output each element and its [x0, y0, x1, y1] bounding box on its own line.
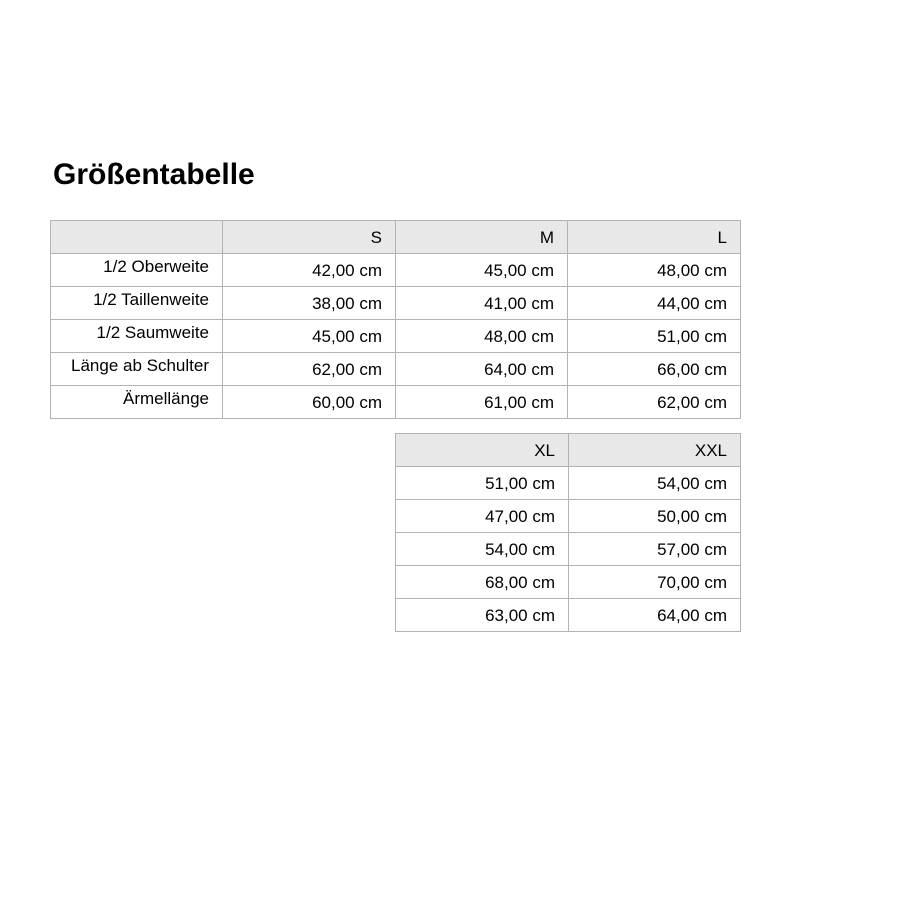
table-row [396, 533, 741, 566]
table-cell: 66,00 cm [568, 353, 741, 386]
table-cell: 62,00 cm [568, 386, 741, 419]
row-label: 1/2 Oberweite [51, 254, 223, 287]
table-row [51, 320, 741, 353]
table-cell: 64,00 cm [396, 353, 568, 386]
table-row [396, 467, 741, 500]
table-cell: 54,00 cm [396, 533, 569, 566]
table-cell: 42,00 cm [223, 254, 396, 287]
page-title: Größentabelle [53, 158, 255, 191]
header-cell-size-xxl: XXL [569, 434, 741, 467]
row-label: Ärmellänge [51, 386, 223, 419]
table-row [51, 353, 741, 386]
size-table-extended [395, 433, 741, 632]
table-cell: 57,00 cm [569, 533, 741, 566]
table-row [396, 500, 741, 533]
table-cell: 45,00 cm [223, 320, 396, 353]
table-cell: 51,00 cm [396, 467, 569, 500]
table-cell: 62,00 cm [223, 353, 396, 386]
row-label: 1/2 Taillenweite [51, 287, 223, 320]
table-cell: 51,00 cm [568, 320, 741, 353]
table-cell: 61,00 cm [396, 386, 568, 419]
table-row [51, 287, 741, 320]
table-cell: 64,00 cm [569, 599, 741, 632]
table-header-row [396, 434, 741, 467]
table-cell: 63,00 cm [396, 599, 569, 632]
row-label: 1/2 Saumweite [51, 320, 223, 353]
table-cell: 48,00 cm [568, 254, 741, 287]
size-table-main [50, 220, 741, 419]
header-cell-size-m: M [396, 221, 568, 254]
table-cell: 47,00 cm [396, 500, 569, 533]
table-cell: 44,00 cm [568, 287, 741, 320]
header-cell-empty [51, 221, 223, 254]
table-cell: 48,00 cm [396, 320, 568, 353]
table-cell: 50,00 cm [569, 500, 741, 533]
table-cell: 54,00 cm [569, 467, 741, 500]
table-row [396, 566, 741, 599]
table-row [396, 599, 741, 632]
table-cell: 60,00 cm [223, 386, 396, 419]
table-cell: 68,00 cm [396, 566, 569, 599]
table-row [51, 254, 741, 287]
table-cell: 41,00 cm [396, 287, 568, 320]
row-label: Länge ab Schulter [51, 353, 223, 386]
table-cell: 45,00 cm [396, 254, 568, 287]
header-cell-size-s: S [223, 221, 396, 254]
table-row [51, 386, 741, 419]
table-header-row [51, 221, 741, 254]
header-cell-size-xl: XL [396, 434, 569, 467]
header-cell-size-l: L [568, 221, 741, 254]
table-cell: 38,00 cm [223, 287, 396, 320]
table-cell: 70,00 cm [569, 566, 741, 599]
